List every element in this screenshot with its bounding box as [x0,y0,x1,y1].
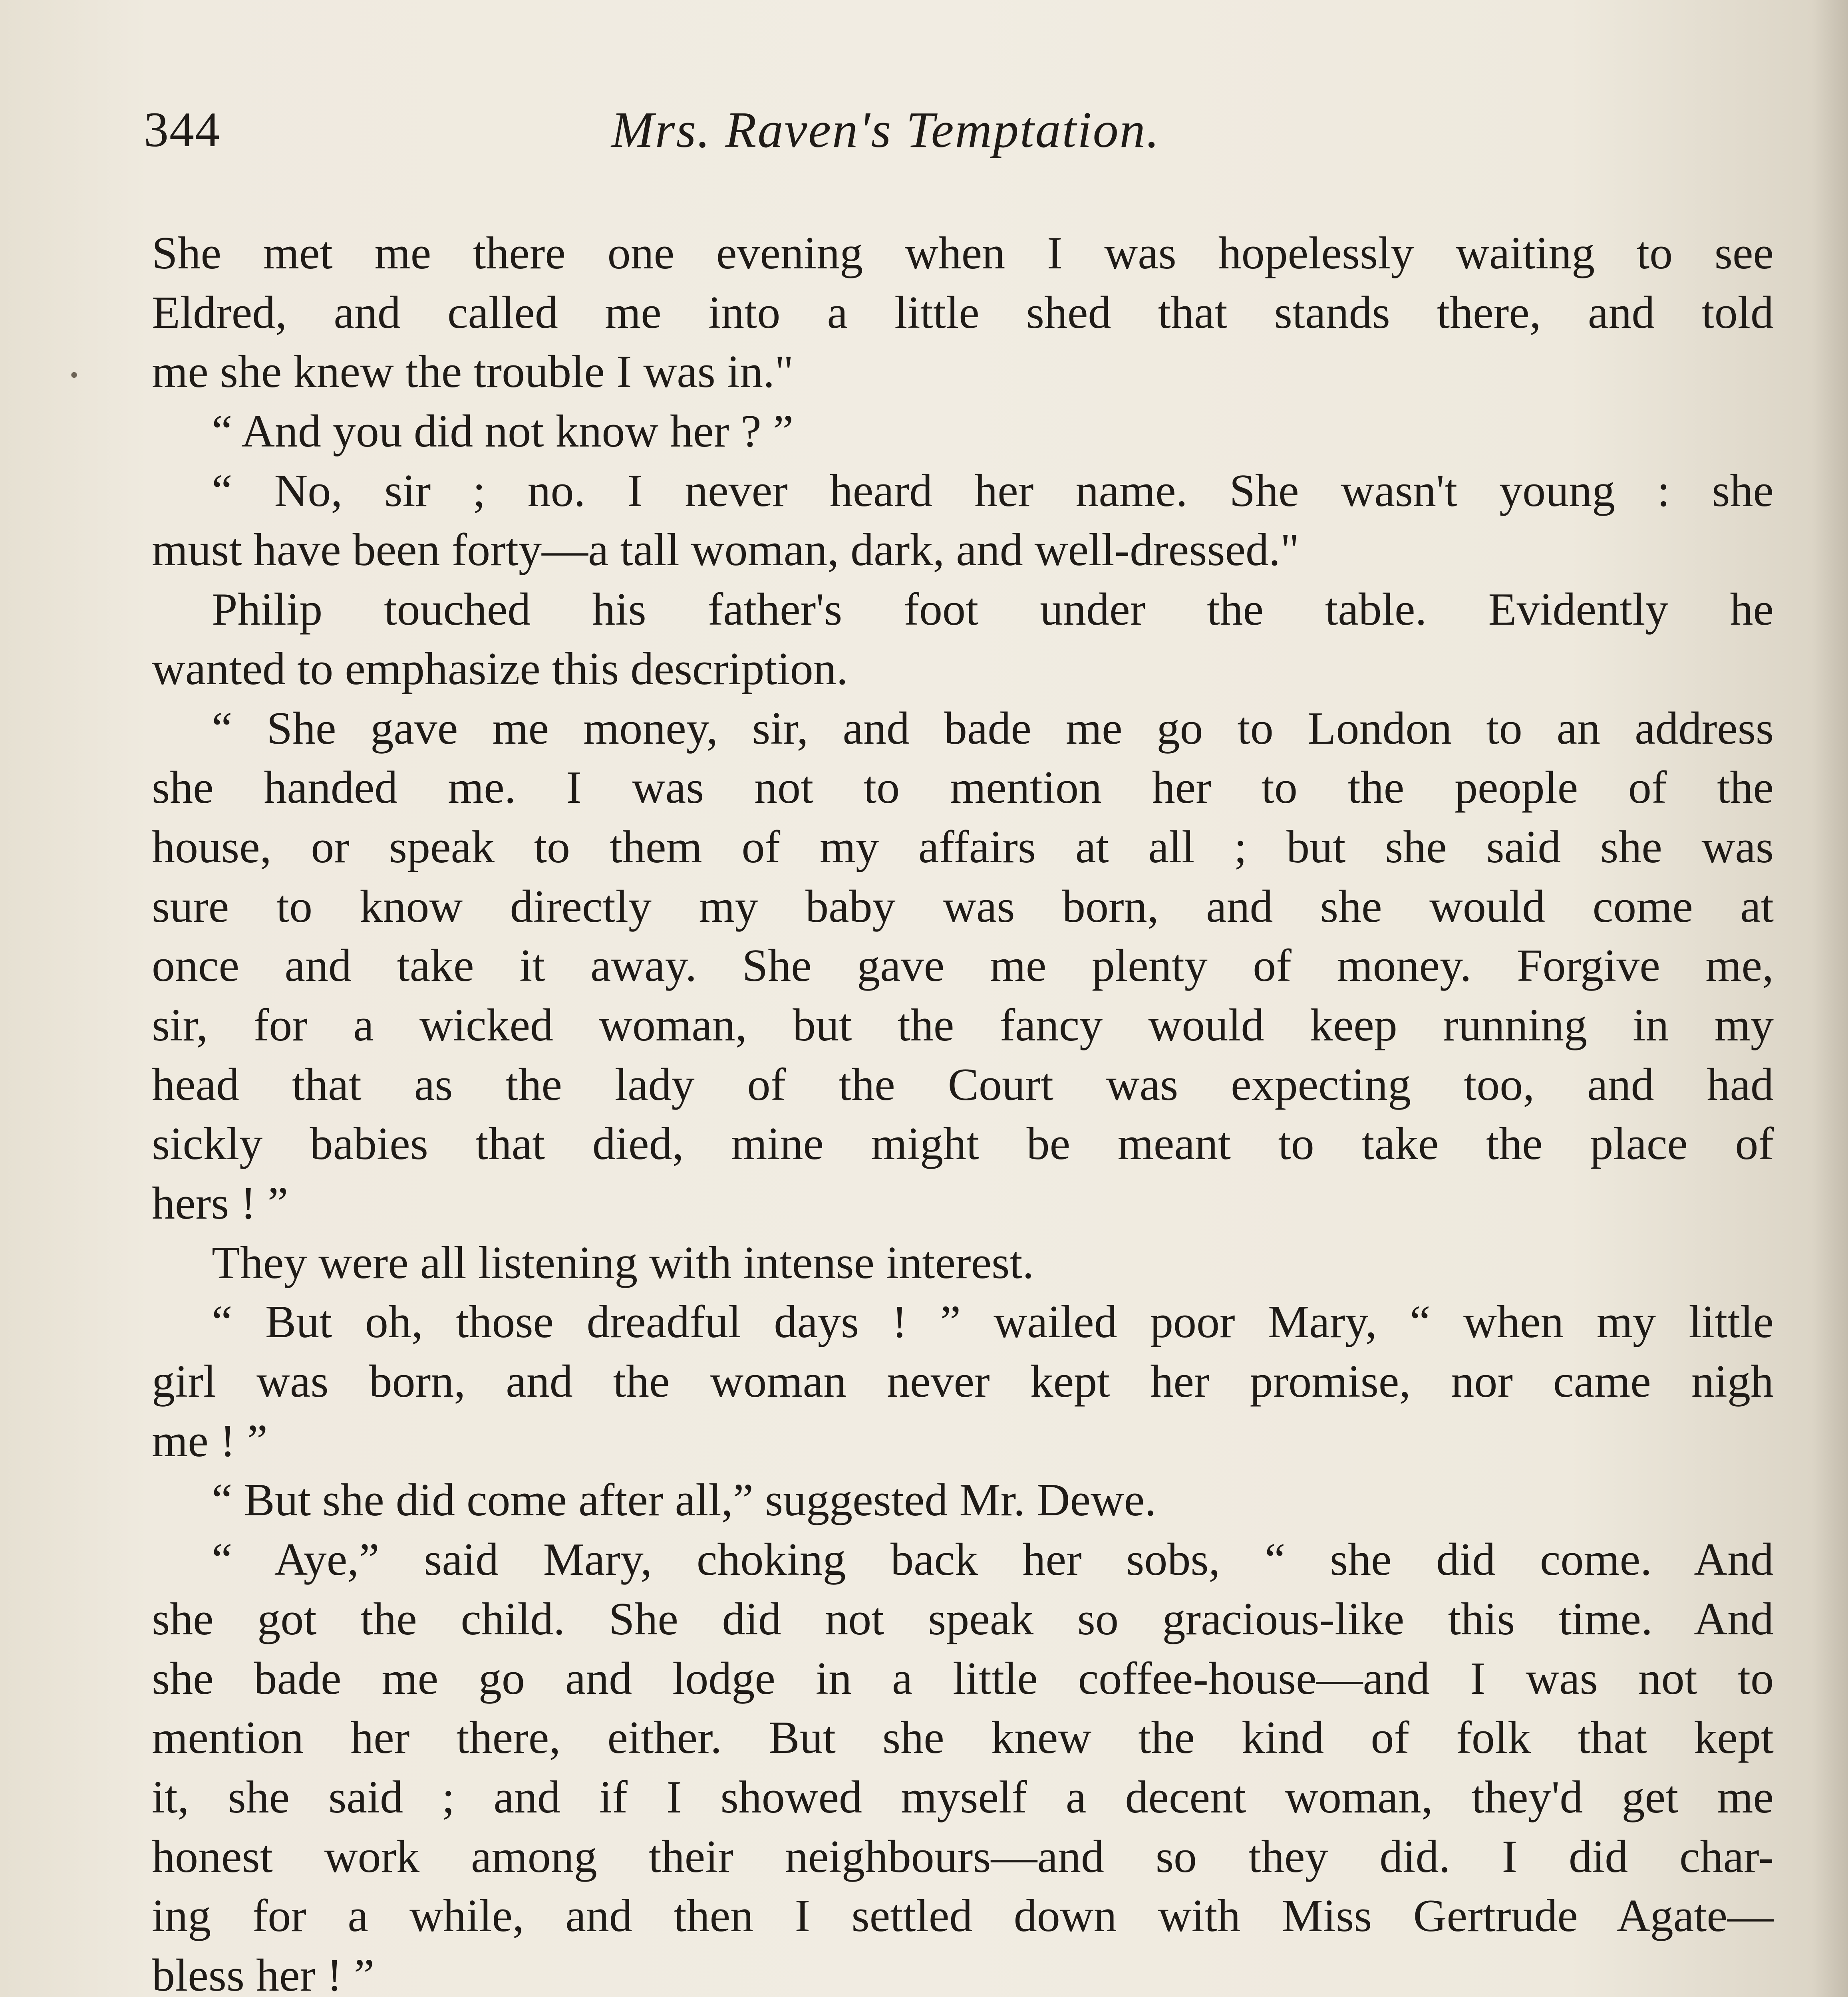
text-line: she handed me. I was not to mention her to the people of the [152,762,1774,814]
text-line: sure to know directly my baby was born, and she would come at [152,881,1774,932]
text-line: “ Aye,” said Mary, choking back her sobs, “ she did come. And [212,1534,1774,1586]
text-line: once and take it away. She gave me plenty of money. Forgive me, [152,940,1774,992]
text-line: They were all listening with intense interest. [212,1237,1034,1288]
text-line: sickly babies that died, mine might be meant to take the place of [152,1118,1774,1170]
text-line: she bade me go and lodge in a little coffee-house—and I was not to [152,1653,1774,1704]
text-line: sir, for a wicked woman, but the fancy would keep running in my [152,999,1774,1051]
running-title: Mrs. Raven's Temptation. [611,101,1160,158]
margin-dot: • [70,362,79,388]
text-line: she got the child. She did not speak so gracious-like this time. And [152,1593,1774,1645]
text-line: bless her ! ” [152,1949,375,1997]
text-line: “ No, sir ; no. I never heard her name. She wasn't young : she [212,465,1774,516]
text-line: it, she said ; and if I showed myself a decent woman, they'd get me [152,1771,1774,1823]
text-line: “ But she did come after all,” suggested Mr. Dewe. [212,1475,1156,1526]
page-number: 344 [144,102,221,157]
body-text [152,224,1774,1997]
text-line: hers ! ” [152,1178,288,1229]
text-line: Eldred, and called me into a little shed that stands there, and told [152,287,1774,338]
text-line: must have been forty—a tall woman, dark, and well-dressed." [152,524,1300,576]
text-line: mention her there, either. But she knew the kind of folk that kept [152,1712,1774,1764]
text-line: ing for a while, and then I settled down with Miss Gertrude Agate— [152,1890,1774,1942]
text-line: house, or speak to them of my affairs at all ; but she said she was [152,821,1774,873]
running-head [144,100,1774,160]
text-line: “ And you did not know her ? ” [212,406,794,457]
text-line: She met me there one evening when I was hopelessly waiting to see [152,228,1774,279]
text-line: head that as the lady of the Court was expecting too, and had [152,1059,1774,1110]
text-line: “ But oh, those dreadful days ! ” wailed poor Mary, “ when my little [212,1296,1774,1348]
text-line: girl was born, and the woman never kept her promise, nor came nigh [152,1356,1774,1407]
text-line: me ! ” [152,1415,268,1467]
text-line: “ She gave me money, sir, and bade me go to London to an address [212,703,1774,754]
text-line: wanted to emphasize this description. [152,643,848,695]
page-edge-shadow [1812,0,1848,1997]
text-line: honest work among their neighbours—and so they did. I did char- [152,1831,1774,1882]
text-line: me she knew the trouble I was in." [152,346,794,398]
text-line: Philip touched his father's foot under the table. Evidently he [212,584,1774,635]
